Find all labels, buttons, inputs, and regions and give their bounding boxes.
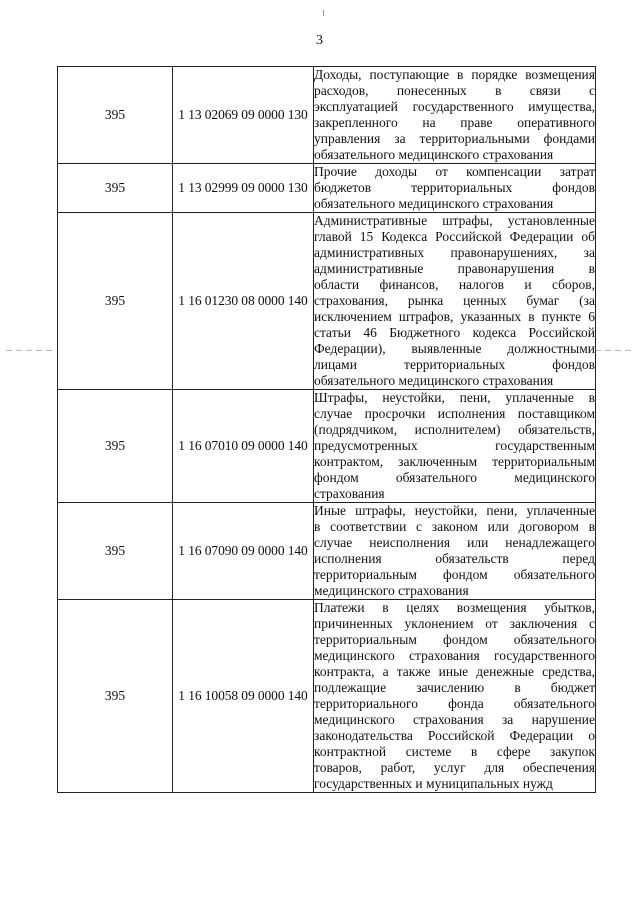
description-line: территориальным фондом обязательного <box>314 632 595 647</box>
budget-code-cell: 1 16 10058 09 0000 140 <box>173 600 314 793</box>
table-row <box>58 503 596 600</box>
description-line: территориальным фондом обязательного <box>314 567 595 582</box>
description-line: административных правонарушениях, за <box>314 245 595 260</box>
description-line: товаров, работ, услуг для обеспечения <box>314 760 595 775</box>
description-line: Административные штрафы, установленные <box>314 213 595 228</box>
budget-code-cell: 1 16 07010 09 0000 140 <box>173 390 314 503</box>
admin-code-cell: 395 <box>58 67 173 164</box>
description-line: административные правонарушения в <box>314 261 595 276</box>
description-line: закрепленного на праве оперативного <box>314 115 595 130</box>
scan-mark <box>323 10 324 16</box>
table-row <box>58 67 596 164</box>
table-row <box>58 213 596 390</box>
description-line: расходов, понесенных в связи с <box>314 83 595 98</box>
page-number: 3 <box>316 33 323 48</box>
description-line: управления за территориальными фондами <box>314 131 595 146</box>
description-cell <box>314 600 596 793</box>
description-line: в соответствии с законом или договором в <box>314 519 595 534</box>
description-line: (подрядчиком, исполнителем) обязательств, <box>314 422 595 437</box>
description-line: государственных и муниципальных нужд <box>314 776 553 791</box>
budget-code-cell: 1 16 01230 08 0000 140 <box>173 213 314 390</box>
description-line: подлежащие зачислению в бюджет <box>314 680 595 695</box>
description-line: исполнения обязательств перед <box>314 551 595 566</box>
description-line: лицами территориальных фондов <box>314 357 595 372</box>
budget-codes-table <box>57 66 596 793</box>
description-cell <box>314 164 596 213</box>
description-line: Прочие доходы от компенсации затрат <box>314 164 595 179</box>
description-line: контрактом, заключенным территориальным <box>314 454 595 469</box>
description-cell <box>314 503 596 600</box>
description-line: медицинского страхования государственного <box>314 648 595 663</box>
description-cell <box>314 213 596 390</box>
budget-code-cell: 1 13 02069 09 0000 130 <box>173 67 314 164</box>
description-line: обязательного медицинского страхования <box>314 196 554 211</box>
description-line: главой 15 Кодекса Российской Федерации об <box>314 229 595 244</box>
description-line: Штрафы, неустойки, пени, уплаченные в <box>314 390 595 405</box>
description-line: эксплуатацией государственного имущества, <box>314 99 595 114</box>
description-line: области финансов, налогов и сборов, <box>314 277 595 292</box>
table-body <box>58 67 596 793</box>
budget-code-cell: 1 13 02999 09 0000 130 <box>173 164 314 213</box>
description-line: бюджетов территориальных фондов <box>314 180 595 195</box>
description-line: законодательства Российской Федерации о <box>314 728 595 743</box>
description-line: исключением штрафов, указанных в пункте 6 <box>314 309 595 324</box>
description-line: Федерации), выявленные должностными <box>314 341 595 356</box>
budget-code-cell: 1 16 07090 09 0000 140 <box>173 503 314 600</box>
admin-code-cell: 395 <box>58 390 173 503</box>
description-line: Иные штрафы, неустойки, пени, уплаченные <box>314 503 595 518</box>
description-line: территориального фонда обязательного <box>314 696 595 711</box>
admin-code-cell: 395 <box>58 600 173 793</box>
description-cell <box>314 390 596 503</box>
description-line: страхования <box>314 486 385 501</box>
description-line: контракта, а также иные денежные средства, <box>314 664 595 679</box>
scan-artifact-right <box>595 350 635 351</box>
description-line: случае неисполнения или ненадлежащего <box>314 535 595 550</box>
description-cell <box>314 67 596 164</box>
description-line: фондом обязательного медицинского <box>314 470 595 485</box>
description-line: медицинского страхования за нарушение <box>314 712 595 727</box>
description-line: медицинского страхования <box>314 583 469 598</box>
admin-code-cell: 395 <box>58 164 173 213</box>
admin-code-cell: 395 <box>58 213 173 390</box>
description-line: Платежи в целях возмещения убытков, <box>314 600 595 615</box>
description-line: обязательного медицинского страхования <box>314 147 554 162</box>
table-row <box>58 390 596 503</box>
description-line: статьи 46 Бюджетного кодекса Российской <box>314 325 595 340</box>
admin-code-cell: 395 <box>58 503 173 600</box>
scan-artifact-left <box>6 350 54 351</box>
table-row <box>58 164 596 213</box>
description-line: случае просрочки исполнения поставщиком <box>314 406 595 421</box>
table-row <box>58 600 596 793</box>
description-line: причиненных уклонением от заключения с <box>314 616 595 631</box>
description-line: страхования, рынка ценных бумаг (за <box>314 293 595 308</box>
description-line: обязательного медицинского страхования <box>314 373 554 388</box>
description-line: предусмотренных государственным <box>314 438 595 453</box>
description-line: контрактной системе в сфере закупок <box>314 744 595 759</box>
description-line: Доходы, поступающие в порядке возмещения <box>314 67 595 82</box>
